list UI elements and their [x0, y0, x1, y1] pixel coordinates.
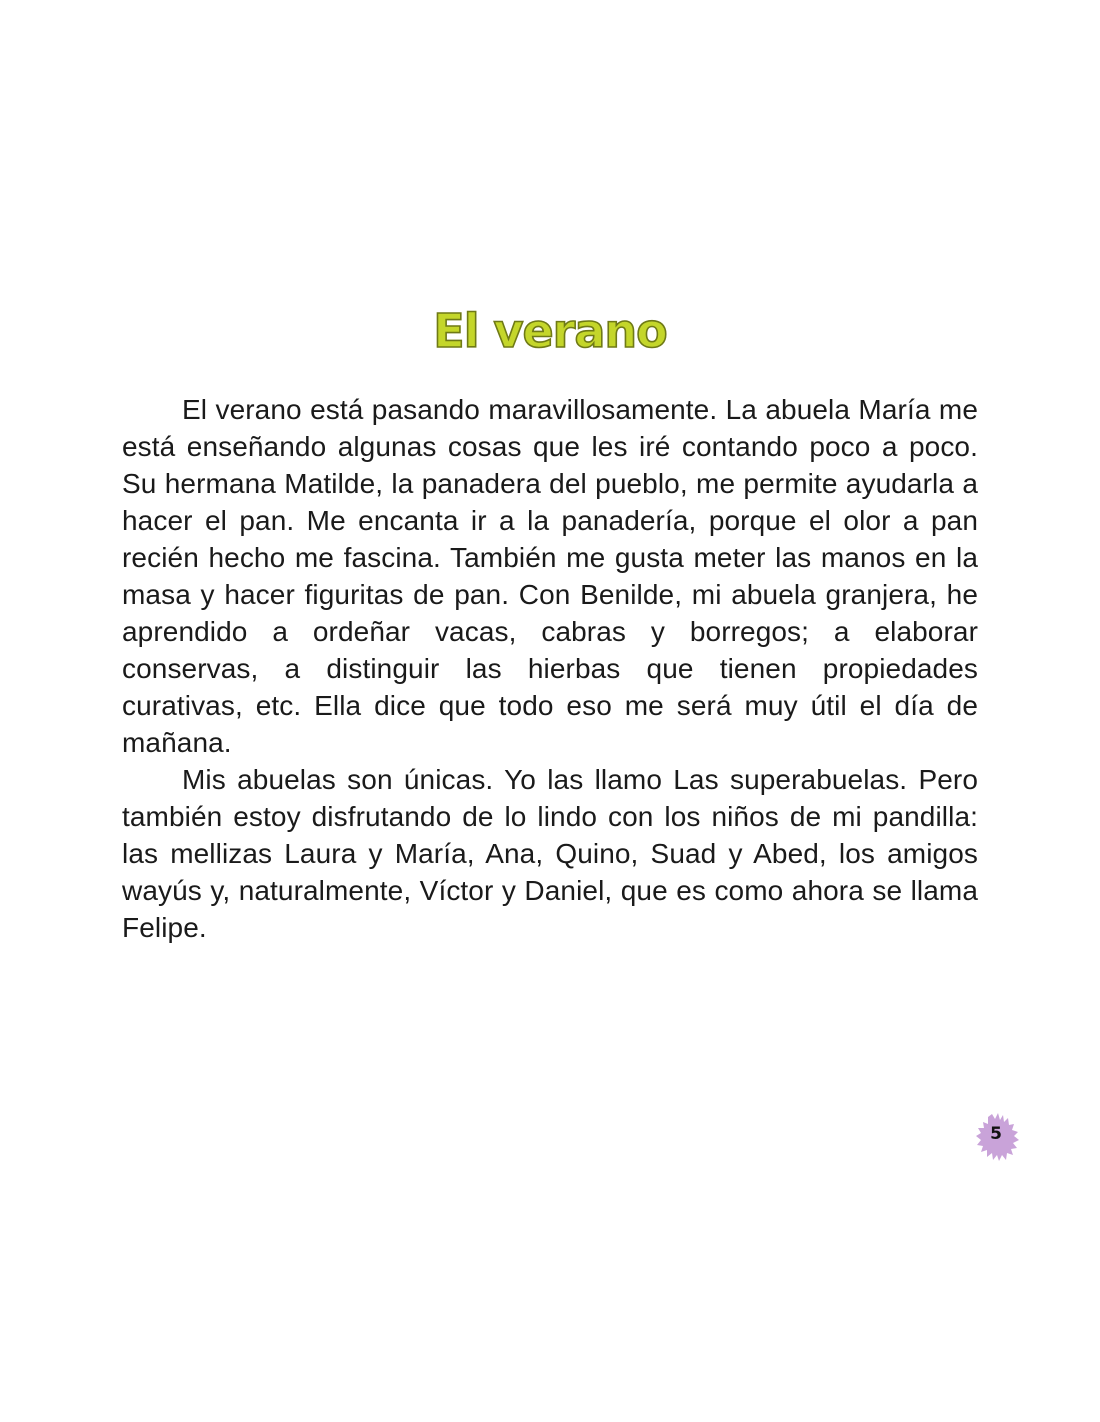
page-title: El verano: [433, 304, 667, 358]
paragraph: Mis abuelas son únicas. Yo las llamo Las superabuelas. Pero también estoy disfrutando de lo lindo con los niños de mi pandilla: las mellizas Laura y María, Ana, Quino, Suad y Abed, los amigos wayús y, naturalmente, Víctor y Daniel, que es como ahora se llama Felipe.: [122, 764, 978, 943]
story-text: [122, 391, 978, 946]
page-number-badge: [974, 1112, 1020, 1162]
paragraph: El verano está pasando maravillosamente. La abuela María me está enseñando algunas cosas que les iré contando poco a poco. Su hermana Matilde, la panadera del pueblo, me permite ayudarla a hacer el pan. Me encanta ir a la panadería, porque el olor a pan recién hecho me fascina. También me gusta meter las manos en la masa y hacer figuritas de pan. Con Benilde, mi abuela granjera, he aprendido a ordeñar vacas, cabras y borregos; a elaborar conservas, a distinguir las hierbas que tienen propiedades curativas, etc. Ella dice que todo eso me será muy útil el día de mañana.: [122, 394, 978, 758]
page-number: 5: [990, 1124, 1002, 1144]
